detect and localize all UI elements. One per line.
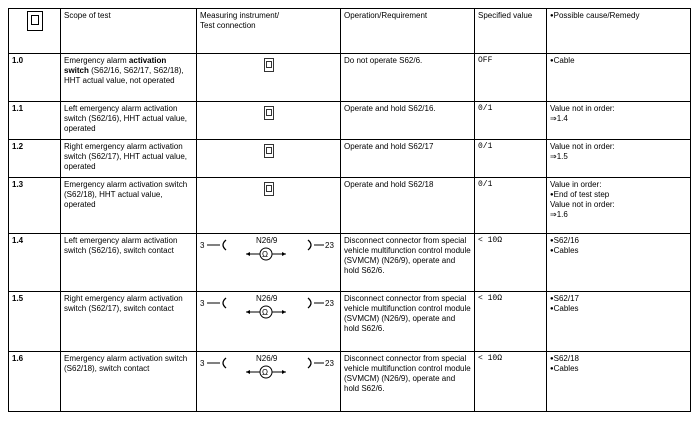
cause-item: ● Cable <box>550 56 687 66</box>
spec-cell: < 10Ω <box>475 234 547 292</box>
ohm-symbol: Ω <box>262 250 268 259</box>
table-row <box>9 234 691 292</box>
spec-cell: 0/1 <box>475 178 547 234</box>
cause-item: ● Cables <box>550 246 687 256</box>
cause-cell <box>547 234 691 292</box>
ohm-symbol: Ω <box>262 308 268 317</box>
header-cause-text: ● Possible cause/Remedy <box>550 11 639 20</box>
pin-left: 3 <box>200 241 205 250</box>
step-number: 1.1 <box>9 102 61 140</box>
instrument-cell <box>197 352 341 412</box>
cause-item: ● S62/18 <box>550 354 687 364</box>
header-row <box>9 9 691 54</box>
ohmmeter-connection-icon <box>200 354 340 384</box>
step-number: 1.3 <box>9 178 61 234</box>
cause-item: ● S62/16 <box>550 236 687 246</box>
circuit-diagram <box>200 354 340 384</box>
test-table <box>8 8 691 412</box>
tester-icon <box>27 11 43 31</box>
cause-item: ● End of test step <box>550 190 687 200</box>
instrument-cell <box>197 234 341 292</box>
connector-label: N26/9 <box>256 294 278 303</box>
step-number: 1.6 <box>9 352 61 412</box>
scope-cell: Emergency alarm activation switch (S62/18), switch contact <box>61 352 197 412</box>
connector-label: N26/9 <box>256 236 278 245</box>
hht-icon <box>264 58 274 72</box>
operation-cell: Operate and hold S62/18 <box>341 178 475 234</box>
cause-item: ● S62/17 <box>550 294 687 304</box>
scope-cell: Right emergency alarm activation switch (S62/17), HHT actual value, operated <box>61 140 197 178</box>
instrument-cell <box>197 102 341 140</box>
cause-text: Value in order: <box>550 180 602 189</box>
header-specified: Specified value <box>475 9 547 54</box>
operation-cell: Operate and hold S62/16. <box>341 102 475 140</box>
scope-cell: Left emergency alarm activation switch (S62/16), switch contact <box>61 234 197 292</box>
operation-cell: Disconnect connector from special vehicle multifunction control module (SVMCM) (N26/9), operate and hold S62/6. <box>341 292 475 352</box>
scope-cell: Emergency alarm activation switch (S62/18), HHT actual value, operated <box>61 178 197 234</box>
scope-text: Emergency alarm <box>64 56 129 65</box>
hht-icon <box>264 144 274 158</box>
header-icon-cell <box>9 9 61 54</box>
header-instrument <box>197 9 341 54</box>
cause-text: Value not in order: <box>550 142 615 151</box>
spec-cell: < 10Ω <box>475 352 547 412</box>
cause-item: ● Cables <box>550 364 687 374</box>
operation-cell: Operate and hold S62/17 <box>341 140 475 178</box>
table-row <box>9 102 691 140</box>
table-row <box>9 54 691 102</box>
spec-cell: 0/1 <box>475 102 547 140</box>
spec-cell: OFF <box>475 54 547 102</box>
ohmmeter-connection-icon <box>200 294 340 324</box>
table-row <box>9 292 691 352</box>
ohmmeter-connection-icon <box>200 236 340 266</box>
cause-text: Value not in order: <box>550 104 615 113</box>
header-instrument-line1: Measuring instrument/ <box>200 11 280 20</box>
scope-text-post: (S62/16, S62/17, S62/18), HHT actual value, not operated <box>64 66 184 85</box>
spec-cell: < 10Ω <box>475 292 547 352</box>
operation-cell: Disconnect connector from special vehicle multifunction control module (SVMCM) (N26/9), operate and hold S62/6. <box>341 234 475 292</box>
connector-label: N26/9 <box>256 354 278 363</box>
step-number: 1.2 <box>9 140 61 178</box>
scope-cell: Right emergency alarm activation switch (S62/17), switch contact <box>61 292 197 352</box>
pin-right: 23 <box>325 299 334 308</box>
cause-ref: ⇒1.4 <box>550 114 568 123</box>
cause-ref: ⇒1.5 <box>550 152 568 161</box>
instrument-cell <box>197 292 341 352</box>
hht-icon <box>264 182 274 196</box>
header-operation: Operation/Requirement <box>341 9 475 54</box>
circuit-diagram <box>200 294 340 324</box>
spec-cell: 0/1 <box>475 140 547 178</box>
cause-text: Value not in order: <box>550 200 615 209</box>
operation-cell: Disconnect connector from special vehicle multifunction control module (SVMCM) (N26/9), operate and hold S62/6. <box>341 352 475 412</box>
pin-left: 3 <box>200 359 205 368</box>
instrument-cell <box>197 140 341 178</box>
ohm-symbol: Ω <box>262 368 268 377</box>
instrument-cell <box>197 178 341 234</box>
operation-cell: Do not operate S62/6. <box>341 54 475 102</box>
table-row <box>9 178 691 234</box>
cause-item: ● Cables <box>550 304 687 314</box>
pin-left: 3 <box>200 299 205 308</box>
circuit-diagram <box>200 236 340 266</box>
scope-bold-text: activation switch <box>64 56 167 75</box>
step-number: 1.4 <box>9 234 61 292</box>
cause-ref: ⇒1.6 <box>550 210 568 219</box>
cause-cell <box>547 178 691 234</box>
instrument-cell <box>197 54 341 102</box>
cause-cell <box>547 292 691 352</box>
pin-right: 23 <box>325 359 334 368</box>
header-scope: Scope of test <box>61 9 197 54</box>
header-instrument-line2: Test connection <box>200 21 256 30</box>
table-row <box>9 352 691 412</box>
step-number: 1.0 <box>9 54 61 102</box>
cause-cell <box>547 352 691 412</box>
cause-cell <box>547 102 691 140</box>
header-cause <box>547 9 691 54</box>
hht-icon <box>264 106 274 120</box>
cause-cell <box>547 54 691 102</box>
scope-cell <box>61 54 197 102</box>
step-number: 1.5 <box>9 292 61 352</box>
pin-right: 23 <box>325 241 334 250</box>
table-row <box>9 140 691 178</box>
cause-cell <box>547 140 691 178</box>
scope-cell: Left emergency alarm activation switch (S62/16), HHT actual value, operated <box>61 102 197 140</box>
